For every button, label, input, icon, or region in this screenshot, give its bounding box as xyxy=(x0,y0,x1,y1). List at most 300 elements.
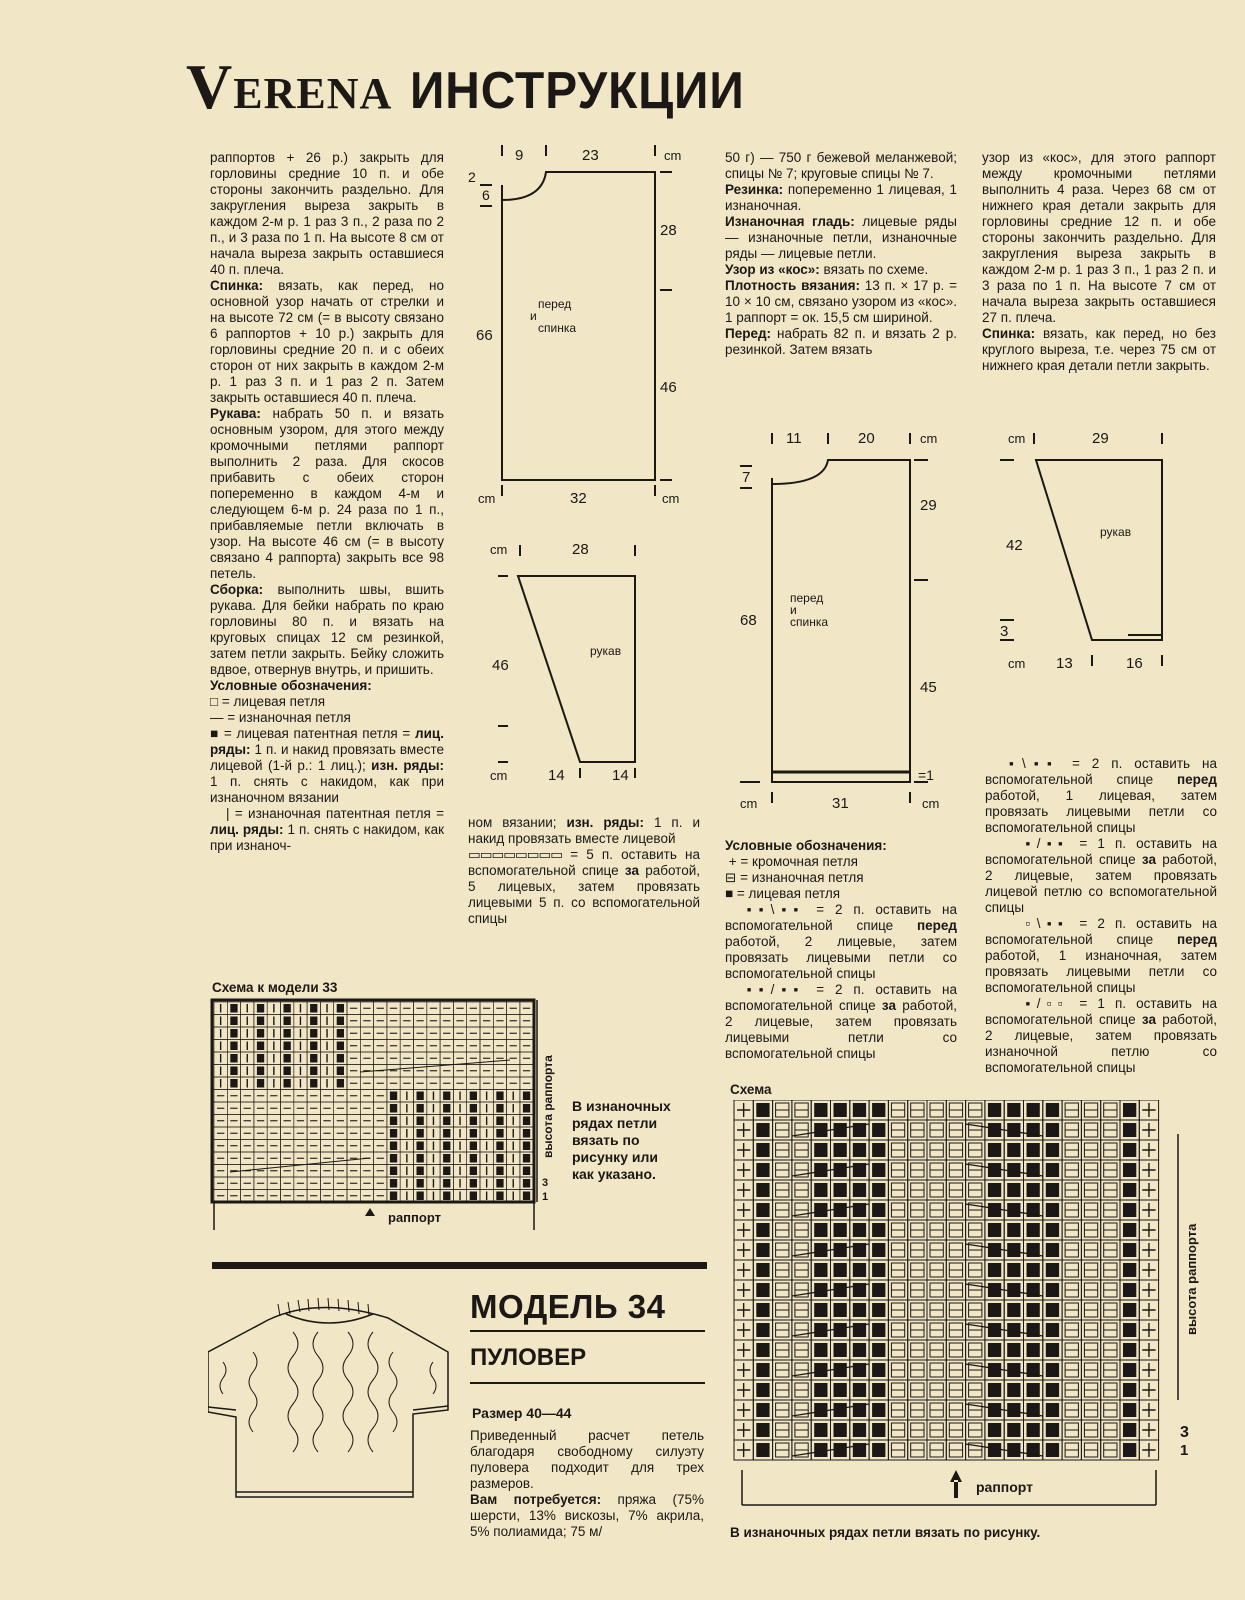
arrow-up-icon xyxy=(365,1208,375,1216)
knit-box-icon xyxy=(872,1223,885,1237)
knit-box-icon xyxy=(834,1323,847,1337)
dim-3: 3 xyxy=(1000,623,1009,640)
knit-box-icon xyxy=(1123,1143,1136,1157)
dim-46: 46 xyxy=(492,657,509,674)
knit-box-icon xyxy=(814,1143,827,1157)
dim-23: 23 xyxy=(582,147,599,164)
edge-stitch-icon xyxy=(1142,1223,1155,1237)
knit-box-icon xyxy=(1123,1423,1136,1437)
filled-square-icon xyxy=(310,1067,317,1076)
filled-square-icon xyxy=(230,1079,237,1088)
filled-square-icon xyxy=(337,1017,344,1026)
knit-box-icon xyxy=(756,1363,769,1377)
unit-cm: cm xyxy=(490,542,508,557)
edge-stitch-icon xyxy=(1142,1443,1155,1457)
edge-stitch-icon xyxy=(737,1423,750,1437)
edge-stitch-icon xyxy=(737,1123,750,1137)
knit-box-icon xyxy=(1046,1443,1059,1457)
knit-box-icon xyxy=(834,1223,847,1237)
unit-cm: cm xyxy=(478,491,496,506)
knit-box-icon xyxy=(988,1103,1001,1117)
knit-box-icon xyxy=(1007,1203,1020,1217)
knit-box-icon xyxy=(872,1303,885,1317)
chart-33 xyxy=(210,998,560,1238)
knit-box-icon xyxy=(1046,1103,1059,1117)
knit-box-icon xyxy=(1027,1343,1040,1357)
filled-square-icon xyxy=(496,1179,503,1188)
knit-box-icon xyxy=(1046,1123,1059,1137)
filled-square-icon xyxy=(284,1042,291,1051)
edge-stitch-icon xyxy=(737,1283,750,1297)
knit-box-icon xyxy=(1007,1423,1020,1437)
edge-stitch-icon xyxy=(1142,1303,1155,1317)
piece-label: рукав xyxy=(1100,525,1132,539)
knit-box-icon xyxy=(814,1223,827,1237)
knit-box-icon xyxy=(1123,1163,1136,1177)
knit-box-icon xyxy=(988,1203,1001,1217)
chart-33-side-label: высота раппорта xyxy=(541,1055,555,1158)
knit-box-icon xyxy=(814,1163,827,1177)
schematic-front-back-33 xyxy=(460,140,700,520)
filled-square-icon xyxy=(257,1029,264,1038)
knit-box-icon xyxy=(814,1183,827,1197)
knit-box-icon xyxy=(834,1343,847,1357)
knit-box-icon xyxy=(756,1303,769,1317)
knit-box-icon xyxy=(872,1143,885,1157)
filled-square-icon xyxy=(337,1079,344,1088)
knit-box-icon xyxy=(756,1203,769,1217)
dim-7: 7 xyxy=(742,469,751,486)
filled-square-icon xyxy=(310,1054,317,1063)
edge-stitch-icon xyxy=(737,1403,750,1417)
filled-square-icon xyxy=(417,1192,424,1201)
unit-cm: cm xyxy=(664,148,682,163)
knit-box-icon xyxy=(756,1143,769,1157)
knit-box-icon xyxy=(1027,1383,1040,1397)
edge-stitch-icon xyxy=(737,1383,750,1397)
knit-box-icon xyxy=(872,1243,885,1257)
knit-box-icon xyxy=(814,1303,827,1317)
rapport-label-34: раппорт xyxy=(976,1479,1034,1495)
schematic-front-back-34 xyxy=(740,430,960,820)
knit-box-icon xyxy=(756,1343,769,1357)
filled-square-icon xyxy=(230,1054,237,1063)
knit-box-icon xyxy=(1046,1283,1059,1297)
filled-square-icon xyxy=(310,1042,317,1051)
knit-box-icon xyxy=(872,1203,885,1217)
edge-stitch-icon xyxy=(1142,1423,1155,1437)
filled-square-icon xyxy=(284,1004,291,1013)
filled-square-icon xyxy=(496,1129,503,1138)
knit-box-icon xyxy=(872,1163,885,1177)
knit-box-icon xyxy=(1007,1403,1020,1417)
chart-34-side-label: высота раппорта xyxy=(1184,1223,1199,1335)
unit-cm: cm xyxy=(1008,431,1026,446)
knit-box-icon xyxy=(853,1223,866,1237)
model34-intro: Приведенный расчет петель благодаря свободному силуэту пуловера подходит для трех размеров. Вам потребуется: пряжа (75% шерсти, 13% вискозы, 7% акрила, 5% полиамида; 75 м/ xyxy=(470,1428,704,1539)
dim-29: 29 xyxy=(920,497,937,514)
knit-box-icon xyxy=(988,1343,1001,1357)
dim-6: 6 xyxy=(482,187,490,203)
chart-33-grid xyxy=(214,1002,533,1202)
legend-row: — = изнаночная петля xyxy=(210,710,351,725)
filled-square-icon xyxy=(257,1067,264,1076)
knit-box-icon xyxy=(1123,1243,1136,1257)
edge-stitch-icon xyxy=(737,1323,750,1337)
dim-1: =1 xyxy=(918,767,934,783)
schematic-sleeve-34 xyxy=(1000,430,1190,690)
piece-label: рукав xyxy=(590,644,622,658)
knit-box-icon xyxy=(814,1403,827,1417)
rib-label: Резинка: xyxy=(725,182,784,197)
filled-square-icon xyxy=(417,1167,424,1176)
knit-box-icon xyxy=(988,1323,1001,1337)
cable-label: Узор из «кос»: xyxy=(725,262,820,277)
knit-box-icon xyxy=(988,1243,1001,1257)
back-label: Спинка: xyxy=(210,278,264,293)
dim-28: 28 xyxy=(660,222,677,239)
edge-stitch-icon: + xyxy=(728,854,737,869)
piece-label: перед xyxy=(538,297,572,311)
knit-box-icon xyxy=(834,1263,847,1277)
filled-square-icon xyxy=(470,1142,477,1151)
knit-box-icon xyxy=(1046,1263,1059,1277)
dim-14: 14 xyxy=(612,767,629,784)
filled-square-icon xyxy=(417,1154,424,1163)
edge-stitch-icon xyxy=(737,1363,750,1377)
knit-box-icon xyxy=(853,1103,866,1117)
dim-28: 28 xyxy=(572,541,589,558)
arrow-up-icon xyxy=(950,1470,962,1498)
filled-square-icon xyxy=(337,1067,344,1076)
filled-square-icon xyxy=(284,1017,291,1026)
row-label-1: 1 xyxy=(542,1191,549,1203)
filled-square-icon xyxy=(496,1142,503,1151)
chart-34 xyxy=(728,1100,1203,1510)
filled-square-icon xyxy=(230,1042,237,1051)
title-rule xyxy=(470,1330,705,1332)
knit-box-icon: ■ xyxy=(725,886,734,901)
filled-square-icon xyxy=(496,1192,503,1201)
edge-stitch-icon xyxy=(1142,1203,1155,1217)
knit-box-icon xyxy=(834,1403,847,1417)
knit-box-icon xyxy=(1007,1183,1020,1197)
schematic-sleeve-33 xyxy=(490,540,670,800)
unit-cm: cm xyxy=(740,796,758,811)
knit-box-icon xyxy=(1007,1263,1020,1277)
filled-square-icon xyxy=(390,1129,397,1138)
brand-logo: VERENA xyxy=(186,51,393,122)
size-label: Размер 40—44 xyxy=(472,1405,572,1421)
filled-square-icon xyxy=(390,1104,397,1113)
cable-front-icon: ▪▪\▪▪ xyxy=(746,902,806,917)
legend-title: Условные обозначения: xyxy=(210,678,372,693)
back-text: вязать, как перед, но основной узор начать от стрелки и на высоте 72 см (= в высоту связано 6 раппортов + 10 р.) закрыть для горловины средние 20 п. и с обеих сторон от них закрыть в каждом 2-м р. 1 раз 3 п. и 1 раз 2 п. Затем закрыть оставшиеся 40 п. плеча. xyxy=(210,278,444,405)
knit-box-icon xyxy=(1123,1443,1136,1457)
knit-box-icon xyxy=(1046,1143,1059,1157)
dim-13: 13 xyxy=(1056,655,1073,672)
filled-square-icon xyxy=(257,1017,264,1026)
knit-box-icon xyxy=(1007,1143,1020,1157)
knit-box-icon xyxy=(834,1443,847,1457)
filled-square-icon xyxy=(496,1154,503,1163)
knit-box-icon xyxy=(1123,1283,1136,1297)
knit-box-icon xyxy=(988,1183,1001,1197)
filled-square-icon xyxy=(523,1104,530,1113)
filled-square-icon xyxy=(523,1129,530,1138)
edge-stitch-icon xyxy=(737,1263,750,1277)
filled-square-icon xyxy=(417,1142,424,1151)
filled-square-icon xyxy=(417,1104,424,1113)
filled-square-icon xyxy=(310,1029,317,1038)
filled-square-icon xyxy=(470,1167,477,1176)
knit-box-icon xyxy=(1007,1163,1020,1177)
filled-square-icon xyxy=(443,1117,450,1126)
knit-box-icon xyxy=(1123,1263,1136,1277)
model-subtitle: ПУЛОВЕР xyxy=(470,1344,587,1371)
edge-stitch-icon xyxy=(737,1103,750,1117)
filled-square-icon xyxy=(470,1179,477,1188)
knit-box-icon xyxy=(1007,1123,1020,1137)
filled-square-icon xyxy=(470,1129,477,1138)
knit-box-icon xyxy=(814,1203,827,1217)
legend-row: ■ = лицевая патентная петля = лиц. ряды: 1 п. и накид провязать вместе лицевой (1-й р.: 1 лиц.); изн. ряды: 1 п. снять с накидом, как при изнаночном вязании xyxy=(210,726,444,805)
row-label-3: 3 xyxy=(542,1177,549,1189)
chart-33-note: В изнаночных рядах петли вязать по рисунку или как указано. xyxy=(572,1098,671,1182)
dim-31: 31 xyxy=(832,795,849,812)
dim-14: 14 xyxy=(548,767,565,784)
knit-box-icon xyxy=(1027,1143,1040,1157)
knit-box-icon xyxy=(834,1143,847,1157)
edge-stitch-icon xyxy=(737,1223,750,1237)
filled-square-icon xyxy=(230,1029,237,1038)
piece-label: перед xyxy=(790,591,824,605)
filled-square-icon xyxy=(257,1004,264,1013)
subtitle-rule xyxy=(470,1382,705,1384)
knit-box-icon xyxy=(834,1303,847,1317)
knit-box-icon xyxy=(1027,1103,1040,1117)
knit-box-icon xyxy=(834,1383,847,1397)
filled-square-icon xyxy=(523,1167,530,1176)
filled-square-icon xyxy=(230,1017,237,1026)
filled-square-icon xyxy=(523,1154,530,1163)
knit-box-icon xyxy=(1007,1243,1020,1257)
knit-box-icon xyxy=(1046,1343,1059,1357)
knit-box-icon xyxy=(1007,1363,1020,1377)
knit-box-icon xyxy=(988,1223,1001,1237)
filled-square-icon xyxy=(496,1092,503,1101)
filled-square-icon xyxy=(337,1054,344,1063)
back-label-34: Спинка: xyxy=(982,326,1036,341)
filled-square-icon xyxy=(390,1117,397,1126)
knit-box-icon xyxy=(1046,1203,1059,1217)
knit-box-icon xyxy=(1123,1103,1136,1117)
knit-box-icon xyxy=(1007,1223,1020,1237)
knit-box-icon xyxy=(814,1383,827,1397)
knit-box-icon xyxy=(814,1243,827,1257)
knit-box-icon xyxy=(1007,1283,1020,1297)
filled-square-icon xyxy=(390,1179,397,1188)
filled-square-icon xyxy=(443,1142,450,1151)
gauge-label: Плотность вязания: xyxy=(725,278,860,293)
filled-square-icon xyxy=(523,1142,530,1151)
edge-stitch-icon xyxy=(737,1343,750,1357)
knit-box-icon xyxy=(1007,1443,1020,1457)
knit-box-icon xyxy=(814,1283,827,1297)
knit-box-icon xyxy=(814,1103,827,1117)
knit-box-icon xyxy=(988,1283,1001,1297)
filled-square-icon xyxy=(390,1154,397,1163)
filled-square-icon xyxy=(310,1017,317,1026)
knit-box-icon xyxy=(756,1243,769,1257)
knit-box-icon xyxy=(1046,1303,1059,1317)
edge-stitch-icon xyxy=(1142,1363,1155,1377)
knit-box-icon xyxy=(1123,1363,1136,1377)
knit-box-icon xyxy=(988,1143,1001,1157)
knit-box-icon xyxy=(834,1423,847,1437)
knit-box-icon xyxy=(1046,1323,1059,1337)
edge-stitch-icon xyxy=(1142,1283,1155,1297)
reverse-stockinette-label: Изнаночная гладь: xyxy=(725,214,855,229)
legend-34-b: ▪\▪▪ = 2 п. оставить на вспомогательной спице перед работой, 1 лицевая, затем провязать лицевыми петли со вспомогательной спицы ▪/▪▪ = 1 п. оставить на вспомогательной спице за работой, 2 лицевые, затем провязать лицевой петлю со вспомогательной спицы ▫\▪▪ = 2 п. оставить на вспомогательной спице перед работой, 1 изнаночная, затем провязать лицевыми петли со вспомогательной спицы ▪/▫▫ = 1 п. оставить на вспомогательной спице за работой, 2 лицевые, затем провязать изнаночной петлю со вспомогательной спицы xyxy=(985,756,1217,1075)
cable-front-purl-icon: ▫\▪▪ xyxy=(1025,916,1070,931)
knit-box-icon xyxy=(1046,1423,1059,1437)
model-title: МОДЕЛЬ 34 xyxy=(470,1288,666,1325)
filled-square-icon xyxy=(443,1167,450,1176)
sleeve-text: набрать 50 п. и вязать основным узором, для этого между кромочными петлями раппорт выполнить 2 раза. Для скосов прибавить с обеих сторон попеременно в каждом 4-м и следующем 6-м р. 24 раза по 1 п., прибавляемые петли включать в узор. На высоте 46 см (= в высоту связано 4 раппорта) закрыть все 98 петель. xyxy=(210,406,444,581)
chart-33-title: Схема к модели 33 xyxy=(212,980,338,995)
knit-box-icon xyxy=(872,1123,885,1137)
knit-box-icon xyxy=(988,1383,1001,1397)
edge-stitch-icon xyxy=(737,1443,750,1457)
filled-square-icon xyxy=(337,1042,344,1051)
dim-45: 45 xyxy=(920,679,937,696)
knit-box-icon xyxy=(988,1123,1001,1137)
filled-square-icon xyxy=(390,1142,397,1151)
knit-box-icon xyxy=(853,1343,866,1357)
knit-box-icon xyxy=(756,1123,769,1137)
filled-square-icon xyxy=(443,1129,450,1138)
knit-box-icon xyxy=(872,1403,885,1417)
knit-box-icon xyxy=(872,1263,885,1277)
edge-stitch-icon xyxy=(1142,1163,1155,1177)
knit-box-icon xyxy=(834,1183,847,1197)
dim-20: 20 xyxy=(858,430,875,447)
knit-box-icon xyxy=(1123,1343,1136,1357)
knit-box-icon xyxy=(1046,1383,1059,1397)
assembly-label: Сборка: xyxy=(210,582,264,597)
knit-box-icon xyxy=(988,1163,1001,1177)
unit-cm: cm xyxy=(920,431,938,446)
unit-cm: cm xyxy=(922,796,940,811)
unit-cm: cm xyxy=(1008,656,1026,671)
filled-square-icon xyxy=(310,1004,317,1013)
filled-square-icon xyxy=(390,1167,397,1176)
knit-box-icon xyxy=(872,1383,885,1397)
cable-5-icon: ▭▭▭▭▭▭▭▭ xyxy=(468,847,563,862)
cable-back-icon: ▪/▪▪ xyxy=(1025,836,1070,851)
knit-box-icon xyxy=(1046,1163,1059,1177)
knit-box-icon xyxy=(853,1303,866,1317)
filled-square-icon xyxy=(470,1117,477,1126)
knit-box-icon xyxy=(1007,1303,1020,1317)
chart-34-grid xyxy=(734,1100,1159,1460)
knit-box-icon xyxy=(756,1423,769,1437)
knit-box-icon xyxy=(988,1443,1001,1457)
col1-paragraph: раппортов + 26 р.) закрыть для горловины средние 10 п. и обе стороны закончить раздельно. Для закругления выреза закрыть в каждом 2-м р. 1 раз 3 п., 2 раза по 2 п., и 3 раза по 1 п. На высоте 8 см от начала выреза закрыть оставшиеся 40 п. плеча. xyxy=(210,150,444,277)
dim-29: 29 xyxy=(1092,430,1109,447)
assembly-text: выполнить швы, вшить рукава. Для бейки набрать по краю горловины 80 п. и вязать на круговых спицах 12 см резинкой, затем петли закрыть. Бейку сложить вдвое, отвернув внутрь, и пришить. xyxy=(210,582,444,677)
knit-box-icon xyxy=(1007,1343,1020,1357)
knit-box-icon xyxy=(834,1123,847,1137)
knit-box-icon xyxy=(872,1183,885,1197)
cable-line xyxy=(230,1158,370,1172)
sleeve-label: Рукава: xyxy=(210,406,261,421)
unit-cm: cm xyxy=(662,491,680,506)
purl-box-icon: ⊟ xyxy=(725,870,737,885)
legend-title-34: Условные обозначения: xyxy=(725,838,887,853)
yarn-text: 50 г) — 750 г бежевой меланжевой; спицы № 7; круговые спицы № 7. xyxy=(725,150,957,181)
edge-stitch-icon xyxy=(1142,1343,1155,1357)
knit-box-icon xyxy=(872,1363,885,1377)
knit-box-icon xyxy=(872,1343,885,1357)
knit-box-icon xyxy=(1046,1223,1059,1237)
knit-box-icon xyxy=(1046,1403,1059,1417)
knit-box-icon xyxy=(756,1103,769,1117)
knit-box-icon xyxy=(814,1123,827,1137)
knit-box-icon xyxy=(814,1363,827,1377)
filled-square-icon xyxy=(523,1179,530,1188)
filled-square-icon xyxy=(284,1067,291,1076)
knit-box-icon xyxy=(872,1443,885,1457)
knit-box-icon xyxy=(756,1263,769,1277)
knit-box-icon xyxy=(1123,1223,1136,1237)
filled-square-icon xyxy=(470,1154,477,1163)
knit-box-icon xyxy=(756,1283,769,1297)
knit-box-icon xyxy=(988,1303,1001,1317)
edge-stitch-icon xyxy=(1142,1123,1155,1137)
knit-box-icon xyxy=(834,1363,847,1377)
chart-34-note: В изнаночных рядах петли вязать по рисунку. xyxy=(730,1525,1041,1540)
filled-square-icon xyxy=(337,1004,344,1013)
filled-square-icon xyxy=(470,1092,477,1101)
unit-cm: cm xyxy=(490,768,508,783)
dim-66: 66 xyxy=(476,327,493,344)
dim-11: 11 xyxy=(786,430,802,447)
knit-box-icon xyxy=(834,1243,847,1257)
column-2: ном вязании; изн. ряды: 1 п. и накид провязать вместе лицевой ▭▭▭▭▭▭▭▭ = 5 п. оставить на вспомогательной спице за работой, 5 лицевых, затем провязать лицевыми 5 п. со вспомогательной спицы xyxy=(468,815,700,926)
edge-stitch-icon xyxy=(1142,1383,1155,1397)
filled-square-icon xyxy=(496,1167,503,1176)
knit-box-icon xyxy=(1027,1183,1040,1197)
knit-box-icon xyxy=(853,1423,866,1437)
filled-square-icon xyxy=(443,1192,450,1201)
intro-text: Приведенный расчет петель благодаря свободному силуэту пуловера подходит для трех размеров. xyxy=(470,1428,704,1491)
knit-box-icon xyxy=(1123,1403,1136,1417)
knit-box-icon xyxy=(872,1323,885,1337)
filled-square-icon xyxy=(523,1092,530,1101)
filled-square-icon xyxy=(230,1067,237,1076)
filled-square-icon xyxy=(257,1079,264,1088)
column-3: 50 г) — 750 г бежевой меланжевой; спицы № 7; круговые спицы № 7. Резинка: попеременно 1 лицевая, 1 изнаночная. Изнаночная гладь: лицевые ряды — изнаночные петли, изнаночные ряды — лицевые петли. Узор из «кос»: вязать по схеме. Плотность вязания: 13 п. × 17 р. = 10 × 10 см, связано узором из «кос». 1 раппорт = ок. 15,5 см шириной. Перед: набрать 82 п. и вязать 2 р. резинкой. Затем вязать xyxy=(725,150,957,357)
knit-box-icon xyxy=(853,1143,866,1157)
legend-row: □ = лицевая петля xyxy=(210,694,326,709)
knit-box-icon xyxy=(834,1283,847,1297)
knit-box-icon xyxy=(1123,1183,1136,1197)
filled-square-icon xyxy=(443,1104,450,1113)
knit-box-icon xyxy=(1027,1263,1040,1277)
edge-stitch-icon xyxy=(737,1183,750,1197)
